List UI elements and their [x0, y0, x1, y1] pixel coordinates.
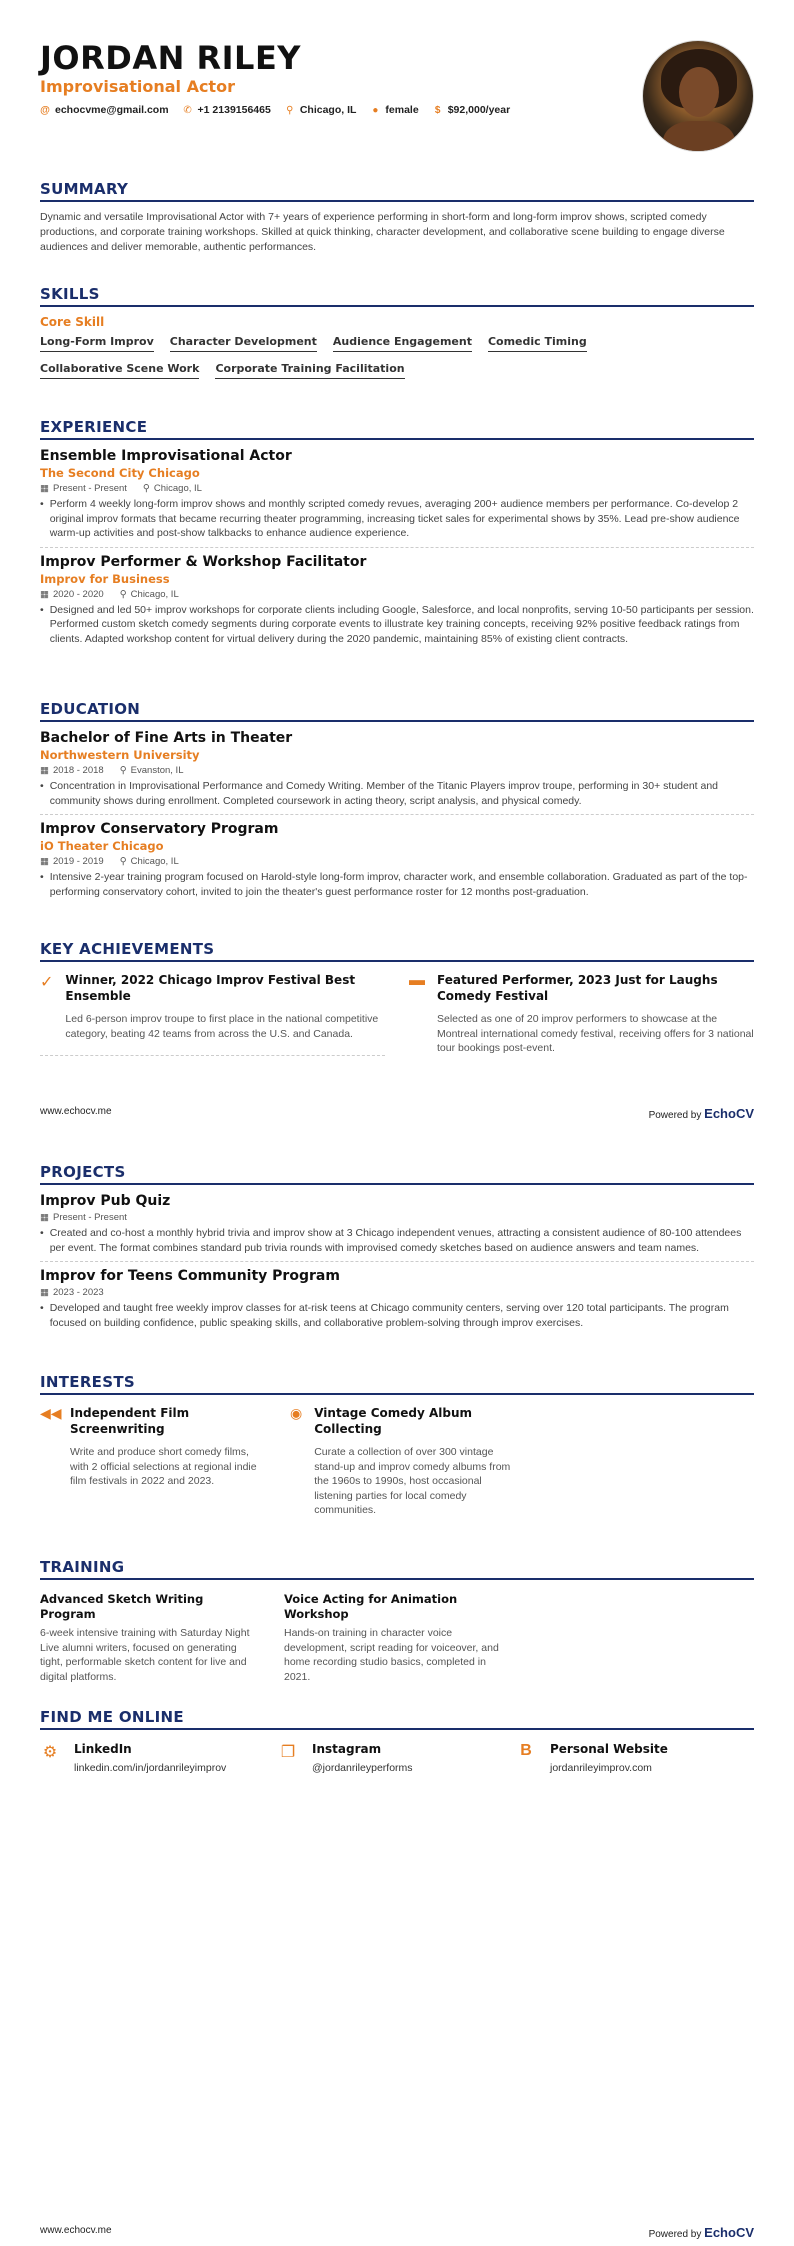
section-title-education: EDUCATION	[40, 700, 754, 722]
training-item: Advanced Sketch Writing Program 6-week intensive training with Saturday Night Live alumni writers, focused on generating tight, performable sketch content for live and digital platforms.	[40, 1592, 250, 1683]
section-title-achievements: KEY ACHIEVEMENTS	[40, 940, 754, 962]
contact-location: ⚲ Chicago, IL	[286, 104, 357, 116]
contact-gender: ● female	[372, 104, 419, 116]
project-title: Improv Pub Quiz	[40, 1193, 171, 1209]
job-location: Chicago, IL	[130, 588, 179, 600]
project-item: Improv for Teens Community Program ▦ 2023 - 2023 • Developed and taught free weekly improv classes for at-risk teens at Chicago community centers, serving over 120 total participants. The program focused on building confidence, public speaking skills, and collaborative problem-solving through improv exercises.	[40, 1268, 754, 1336]
job-title: Improv Performer & Workshop Facilitator	[40, 553, 367, 570]
check-circle-icon: ◉	[290, 1405, 303, 1421]
at-icon: @	[40, 104, 50, 116]
brand-logo: EchoCV	[704, 2225, 754, 2240]
summary-text: Dynamic and versatile Improvisational Actor with 7+ years of experience performing in short-form and long-form improv shows, scripted comedy productions, and corporate training workshops. Skilled at quick thinking, character development, and collaborative scene building to engage diverse audiences and deliver memorable, authentic performances.	[40, 211, 725, 253]
contact-list	[40, 104, 614, 116]
footer-site-link[interactable]: www.echocv.me	[40, 1106, 112, 1117]
interest-item: ◉ Vintage Comedy Album Collecting Curate a collection of over 300 vintage stand-up and improv comedy albums from the 1960s to 1990s, host occasional listening parties for local comedy communities.	[290, 1405, 511, 1516]
copy-icon: ❐	[280, 1744, 296, 1761]
contact-salary: $ $92,000/year	[433, 104, 510, 116]
section-title-interests: INTERESTS	[40, 1373, 754, 1395]
calendar-icon: ▦	[40, 588, 49, 600]
summary-section	[40, 180, 754, 255]
education-section	[40, 700, 754, 905]
calendar-icon: ▦	[40, 483, 49, 494]
experience-item: Improv Performer & Workshop Facilitator Improv for Business ▦ 2020 - 2020 ⚲ Chicago, IL • Designed and led 50+ improv workshops for corporate clients including Google, Salesforce, and local nonprofits, serving 10-50 participants per session. Performed custom sketch comedy segments during corporate events to illustrate key training concepts, receiving 92% positive feedback ratings from clients. Adapted workshop content for virtual delivery during the 2020 pandemic, maintaining 85% of existing client contracts.	[40, 553, 754, 645]
location-icon: ⚲	[119, 856, 127, 867]
section-title-skills: SKILLS	[40, 285, 754, 307]
experience-section	[40, 418, 754, 652]
brand-logo: EchoCV	[704, 1106, 754, 1121]
job-org: Improv for Business	[40, 571, 170, 586]
job-date: Present - Present	[52, 483, 127, 494]
skill-group-title: Core Skill	[40, 315, 105, 329]
footer-site-link[interactable]: www.echocv.me	[40, 2225, 112, 2236]
job-org: The Second City Chicago	[40, 466, 200, 480]
job-description: Perform 4 weekly long-form improv shows and monthly scripted comedy revues, averaging 200+ audience members per performance. Co-develop 2 original improv formats that became recurring theater programming, increasing ticket sales for experimental shows by 35%. Lead pre-show audience warm-up activities and post-show talkbacks to enhance audience experience.	[49, 498, 740, 539]
header	[40, 40, 614, 116]
check-icon: ✓	[40, 974, 54, 991]
skills-section	[40, 285, 754, 379]
money-icon: $	[434, 104, 441, 116]
avatar	[642, 40, 754, 152]
section-title-summary: SUMMARY	[40, 180, 754, 202]
contact-phone[interactable]: ✆ +1 2139156465	[183, 104, 271, 116]
interest-item: ◀◀ Independent Film Screenwriting Write and produce short comedy films, with 2 official selections at regional indie film festivals in 2022 and 2023.	[40, 1405, 270, 1518]
job-date: 2020 - 2020	[52, 588, 104, 600]
b-letter-icon: B	[520, 1742, 532, 1759]
calendar-icon: ▦	[40, 1287, 49, 1298]
candidate-role: Improvisational Actor	[40, 77, 235, 96]
person-icon: ●	[372, 104, 379, 116]
page-2	[0, 1123, 794, 2246]
section-title-training: TRAINING	[40, 1558, 754, 1580]
online-item-linkedin[interactable]: ⚙ LinkedIn linkedin.com/in/jordanrileyimprov	[40, 1742, 278, 1774]
degree-title: Bachelor of Fine Arts in Theater	[40, 730, 293, 746]
section-title-experience: EXPERIENCE	[40, 418, 754, 440]
online-section	[40, 1708, 754, 1774]
job-location: Chicago, IL	[153, 483, 202, 494]
page-footer: www.echocv.me Powered by EchoCV	[40, 2225, 754, 2240]
location-icon: ⚲	[119, 765, 127, 776]
calendar-icon: ▦	[40, 765, 49, 776]
skill-list	[40, 335, 754, 379]
project-item: Improv Pub Quiz ▦ Present - Present • Created and co-host a monthly hybrid trivia and improv show at 3 Chicago independent venues, attracting a consistent audience of 80-100 attendees per event. The format combines standard pub trivia rounds with improvised comedy sketches based on audience answers and team names.	[40, 1193, 754, 1262]
achievements-section	[40, 940, 754, 1056]
page-footer: www.echocv.me Powered by EchoCV	[40, 1106, 754, 1121]
skill-item: Character Development	[170, 335, 317, 352]
project-title: Improv for Teens Community Program	[40, 1268, 340, 1284]
experience-item: Ensemble Improvisational Actor The Second City Chicago ▦ Present - Present ⚲ Chicago, IL • Perform 4 weekly long-form improv shows and monthly scripted comedy revues, averaging 200+ audience members per performance. Co-develop 2 original improv formats that became recurring theater programming, increasing ticket sales for experimental shows by 35%. Lead pre-show audience warm-up activities and post-show talkbacks to enhance audience experience.	[40, 448, 754, 548]
projects-section	[40, 1163, 754, 1336]
achievement-item: ✓ Winner, 2022 Chicago Improv Festival Best Ensemble Led 6-person improv troupe to first place in the national competitive category, beating 42 teams from across the U.S. and Canada.	[40, 972, 385, 1056]
online-item-website[interactable]: B Personal Website jordanrileyimprov.com	[516, 1742, 754, 1774]
candidate-name: JORDAN RILEY	[40, 39, 301, 77]
degree-title: Improv Conservatory Program	[40, 821, 279, 837]
skill-item: Audience Engagement	[333, 335, 472, 352]
online-item-instagram[interactable]: ❐ Instagram @jordanrileyperforms	[278, 1742, 516, 1774]
gear-icon: ⚙	[42, 1744, 58, 1761]
skill-item: Comedic Timing	[488, 335, 587, 352]
section-title-projects: PROJECTS	[40, 1163, 754, 1185]
interests-section	[40, 1373, 754, 1518]
section-title-online: FIND ME ONLINE	[40, 1708, 754, 1730]
training-item: Voice Acting for Animation Workshop Hands-on training in character voice development, script reading for voiceover, and home recording studio basics, completed in 2021.	[284, 1592, 499, 1683]
school-name: Northwestern University	[40, 748, 200, 762]
training-section	[40, 1558, 754, 1684]
skill-item: Long-Form Improv	[40, 335, 154, 352]
calendar-icon: ▦	[40, 1212, 49, 1223]
job-title: Ensemble Improvisational Actor	[40, 448, 292, 464]
location-icon: ⚲	[286, 104, 294, 116]
job-description: Designed and led 50+ improv workshops for corporate clients including Google, Salesforce, and local nonprofits, serving 10-50 participants per session. Performed custom sketch comedy segments during corporate events to illustrate key training concepts, receiving 92% positive feedback ratings from clients. Adapted workshop content for virtual delivery during the 2020 pandemic, maintaining 85% of existing client contracts.	[49, 603, 754, 645]
phone-icon: ✆	[183, 104, 192, 116]
education-item: Improv Conservatory Program iO Theater Chicago ▦ 2019 - 2019 ⚲ Chicago, IL • Intensive 2-year training program focused on Harold-style long-form improv, character work, and ensemble collaboration. Graduated as part of the top-performing conservatory cohort, invited to join the theater's guest performance roster for 12 months post-graduation.	[40, 821, 754, 905]
calendar-icon: ▦	[40, 856, 49, 867]
skill-item: Collaborative Scene Work	[40, 362, 199, 379]
school-name: iO Theater Chicago	[40, 839, 164, 853]
contact-email[interactable]: @ echocvme@gmail.com	[40, 104, 169, 116]
achievement-item: ▬ Featured Performer, 2023 Just for Laughs Comedy Festival Selected as one of 20 improv performers to showcase at the Montreal international comedy festival, receiving offers for 3 national tour bookings post-event.	[409, 972, 754, 1054]
location-icon: ⚲	[119, 588, 127, 600]
location-icon: ⚲	[142, 483, 150, 494]
rewind-icon: ◀◀	[40, 1405, 62, 1421]
skill-item: Corporate Training Facilitation	[215, 362, 404, 379]
ticket-icon: ▬	[409, 972, 425, 989]
education-item: Bachelor of Fine Arts in Theater Northwestern University ▦ 2018 - 2018 ⚲ Evanston, IL • Concentration in Improvisational Performance and Comedy Writing. Member of the Titanic Players improv troupe, performing in 30+ student and community shows during enrollment. Completed coursework in acting theory, script analysis, and physical comedy.	[40, 730, 754, 815]
